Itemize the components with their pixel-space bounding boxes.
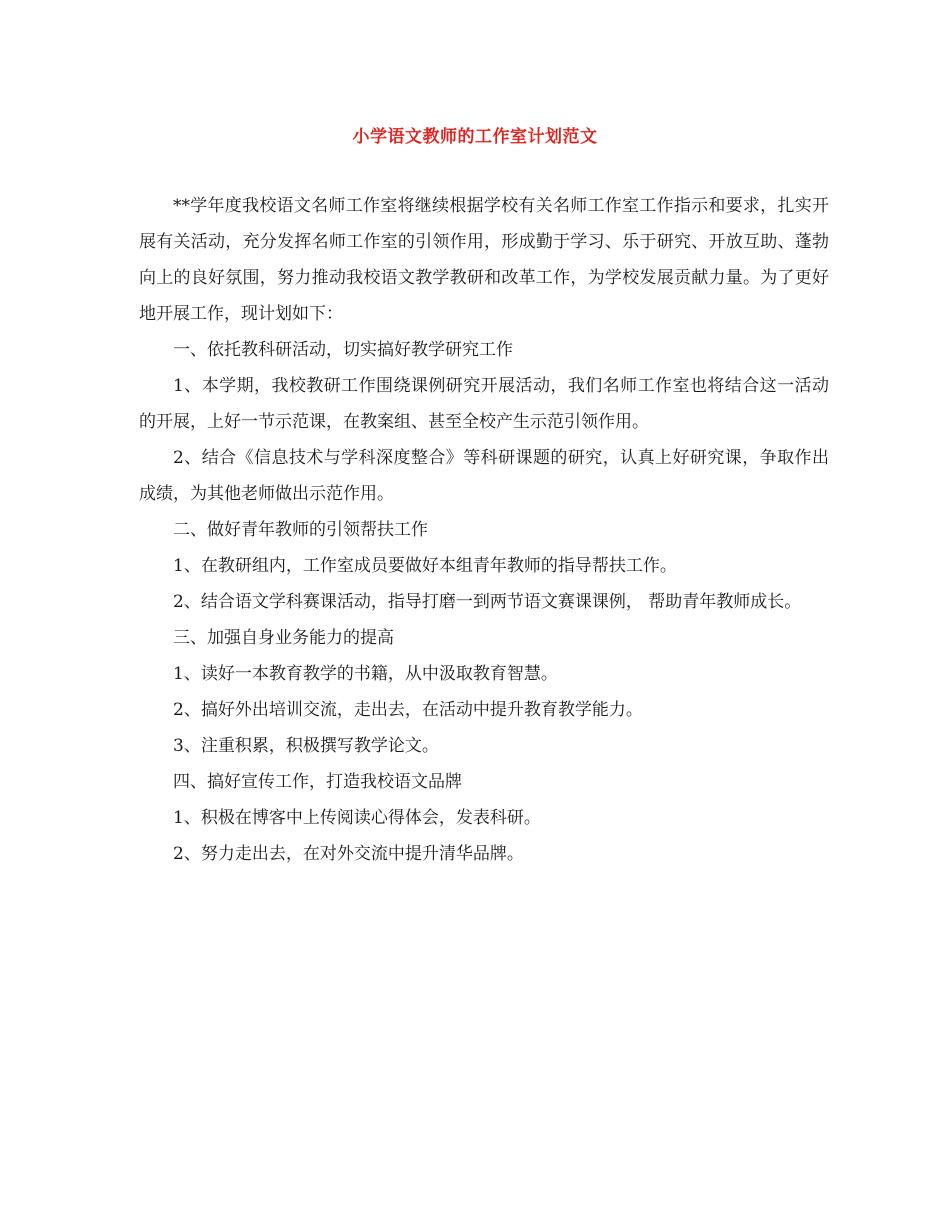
section-2-item-2: 2、结合语文学科赛课活动，指导打磨一到两节语文赛课课例， 帮助青年教师成长。 — [173, 592, 802, 612]
section-1-item-1: 1、本学期，我校教研工作围绕课例研究开展活动，我们名师工作室也将结合这一活动的开展，上好一节示范课，在教案组、甚至全校产生示范引领作用。 — [139, 376, 829, 432]
section-4-item-2: 2、努力走出去，在对外交流中提升清华品牌。 — [173, 844, 524, 864]
section-3-item-3: 3、注重积累，积极撰写教学论文。 — [173, 736, 439, 756]
section-heading-3: 三、加强自身业务能力的提高 — [173, 628, 394, 648]
section-3-item-1: 1、读好一本教育教学的书籍，从中汲取教育智慧。 — [173, 664, 558, 684]
section-heading-2: 二、做好青年教师的引领帮扶工作 — [173, 520, 428, 540]
section-1-item-2: 2、结合《信息技术与学科深度整合》等科研课题的研究，认真上好研究课，争取作出成绩，为其他老师做出示范作用。 — [139, 448, 829, 504]
document-body — [139, 188, 829, 872]
document-title: 小学语文教师的工作室计划范文 — [352, 127, 598, 147]
section-4-item-1: 1、积极在博客中上传阅读心得体会，发表科研。 — [173, 808, 541, 828]
section-2-item-1: 1、在教研组内，工作室成员要做好本组青年教师的指导帮扶工作。 — [173, 556, 677, 576]
section-heading-4: 四、搞好宣传工作，打造我校语文品牌 — [173, 772, 462, 792]
section-heading-1: 一、依托教科研活动，切实搞好教学研究工作 — [173, 340, 513, 360]
intro-paragraph: **学年度我校语文名师工作室将继续根据学校有关名师工作室工作指示和要求，扎实开展有关活动，充分发挥名师工作室的引领作用，形成勤于学习、乐于研究、开放互助、蓬勃向上的良好氛围，努力推动我校语文教学教研和改革工作，为学校发展贡献力量。为了更好地开展工作，现计划如下： — [139, 196, 829, 324]
section-3-item-2: 2、搞好外出培训交流，走出去，在活动中提升教育教学能力。 — [173, 700, 643, 720]
